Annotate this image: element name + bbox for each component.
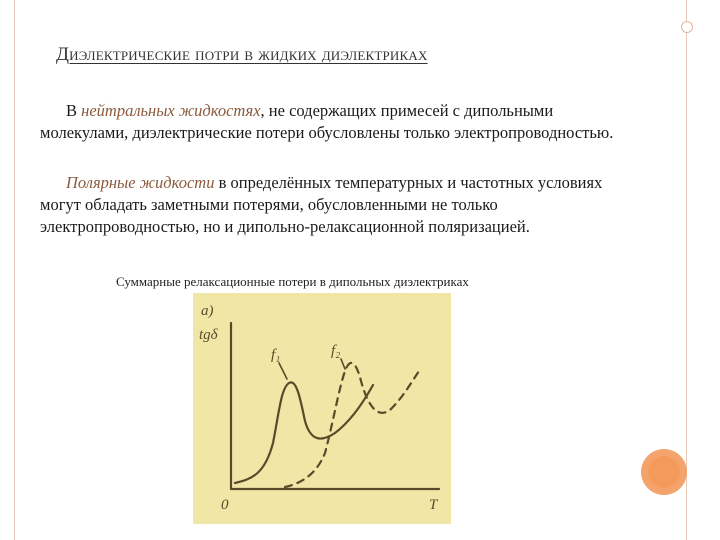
figure-caption: Суммарные релаксационные потери в дипольных диэлектриках (116, 274, 469, 289)
leader-f1 (279, 363, 287, 379)
x-axis-label: T (429, 497, 438, 513)
paragraph1-start: В (66, 101, 82, 120)
curve-f1-label: f₁ (271, 347, 281, 363)
y-axis-label: tgδ (199, 327, 218, 343)
loss-diagram-figure (193, 293, 451, 524)
frame-left-line (14, 0, 15, 540)
paragraph-neutral-liquids (40, 100, 640, 144)
paragraph1-rest: , не содержащих примесей с дипольными молекулами, диэлектрические потери обусловлены только электропроводностью. (40, 101, 614, 142)
leader-f2 (341, 359, 345, 369)
accent-circle-decoration (641, 449, 687, 495)
slide-title: Диэлектрические потри в жидких диэлектриках (56, 44, 428, 65)
highlight-polar-liquids: Полярные жидкости (66, 173, 215, 192)
panel-label: a) (201, 303, 214, 319)
corner-ring-decoration (681, 21, 693, 33)
curve-f1 (235, 382, 373, 483)
origin-label: 0 (221, 497, 229, 513)
frame-right-line (686, 0, 687, 540)
paragraph2-rest: в определённых температурных и частотных условиях могут обладать заметными потерями, обусловленными не только электропроводностью, но и дипольно-релаксационной поляризацией. (40, 173, 603, 236)
loss-diagram-svg (193, 293, 451, 524)
curve-f2-label: f₂ (331, 343, 341, 359)
highlight-neutral-liquids: нейтральных жидкостях (81, 101, 261, 120)
paragraph-polar-liquids (40, 172, 640, 238)
